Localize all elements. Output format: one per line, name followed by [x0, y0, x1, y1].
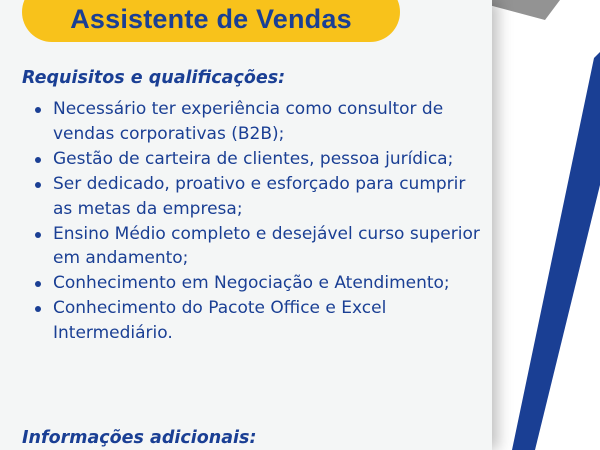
- list-item: [33, 147, 488, 172]
- additional-info-heading: Informações adicionais:: [22, 428, 257, 448]
- bullet-icon: [35, 107, 41, 113]
- list-item-text: Ensino Médio completo e desejável curso superior em andamento;: [53, 223, 480, 269]
- list-item: [33, 172, 488, 222]
- bullet-icon: [35, 306, 41, 312]
- list-item-text: Conhecimento do Pacote Office e Excel Intermediário.: [53, 298, 387, 344]
- list-item-text: Gestão de carteira de clientes, pessoa jurídica;: [53, 148, 454, 169]
- bullet-icon: [35, 281, 41, 287]
- title-banner: [22, 0, 400, 42]
- list-item-text: Necessário ter experiência como consultor de vendas corporativas (B2B);: [53, 99, 444, 144]
- requirements-list: [33, 97, 488, 346]
- job-title: Assistente de Vendas: [70, 3, 352, 34]
- list-item: [33, 271, 488, 296]
- list-item-text: Conhecimento em Negociação e Atendimento;: [53, 273, 450, 294]
- list-item: [33, 222, 488, 272]
- bullet-icon: [35, 157, 41, 163]
- list-item: [33, 296, 488, 346]
- bullet-icon: [35, 182, 41, 188]
- requirements-heading: Requisitos e qualificações:: [22, 68, 286, 88]
- list-item-text: Ser dedicado, proativo e esforçado para cumprir as metas da empresa;: [53, 173, 466, 219]
- bullet-icon: [35, 232, 41, 238]
- list-item: [33, 97, 488, 147]
